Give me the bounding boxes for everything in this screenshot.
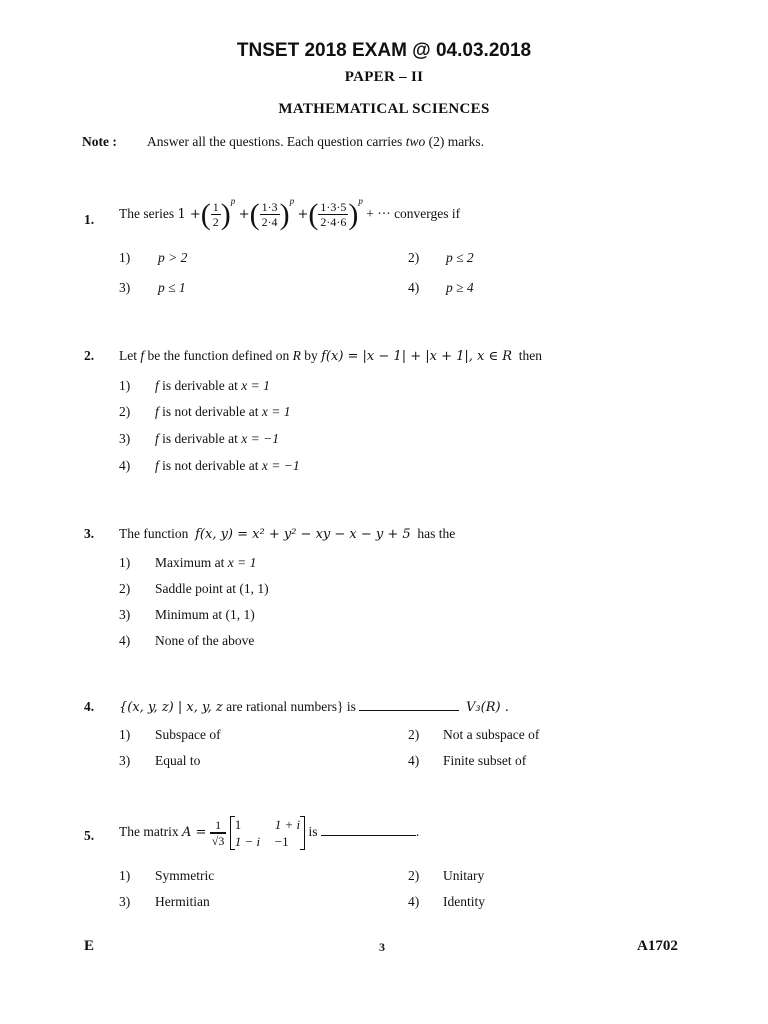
note-label: Note : [82,134,117,149]
q5-coef: $\frac{1}{√3}$ [211,818,225,848]
q1-plus-2: + [297,207,309,222]
q3-stem: The function f(x, y) = x² + y² − xy − x − y + 5 has the [119,526,456,542]
q4-number: 4. [84,699,95,714]
subject-title: MATHEMATICAL SCIENCES [278,101,490,117]
q4-opt4-num: 4) [408,753,420,768]
q1-power-2: p [289,196,295,206]
q3-number: 3. [84,526,95,541]
q1-opt2: p ≤ 2 [446,250,474,265]
q5-opt1-num: 1) [119,868,131,883]
q4-opt1-num: 1) [119,727,131,742]
q3-opt1-num: 1) [119,555,131,570]
q1-frac-2: $\frac{1\cdot 3}{2\cdot 4}$ [261,200,278,230]
q1-lead: The series [119,206,175,221]
q1-opt1-num: 1) [119,250,131,265]
q5-stem: The matrix A = $\frac{1}{√3}$ 1 1 + i 1 − i −1 is . [119,817,420,849]
q5-opt3: Hermitian [155,894,210,909]
q2-opt4-num: 4) [119,458,131,473]
q5-blank [321,826,416,836]
q1-frac-1: $\frac{1}{2}$ [212,200,219,230]
q4-opt3-num: 3) [119,753,131,768]
q1-plus-1: + [238,207,250,222]
q1-expr-start: 1 + [177,207,201,222]
q3-opt2: Saddle point at (1, 1) [155,581,269,596]
q1-number: 1. [84,212,95,227]
q1-opt1: p > 2 [158,250,188,265]
q2-opt3-num: 3) [119,431,131,446]
page-number: 3 [379,940,385,954]
q1-opt4: p ≥ 4 [446,280,474,295]
paper-label: PAPER – II [344,69,424,85]
q3-opt4-num: 4) [119,633,131,648]
q1-power-1: p [230,196,236,206]
q4-opt2-num: 2) [408,727,420,742]
q5-opt4: Identity [443,894,485,909]
q5-opt4-num: 4) [408,894,420,909]
q2-opt4: f is not derivable at x = −1 [155,458,300,473]
q1-power-3: p [358,196,363,206]
q1-frac-3: $\frac{1\cdot 3\cdot 5}{2\cdot 4\cdot 6}$ [320,200,347,230]
q5-opt3-num: 3) [119,894,131,909]
q1-stem: The series 1 +( $\frac{1}{2}$ )$^p$ +( $\frac{1\cdot 3}{2\cdot 4}$ )$^p$ +( $\frac{1\cdot 3\cdot 5}{2\cdot 4\cdot 6}$ )$^p$ + ··· converges if [119,196,461,231]
q1-opt3-num: 3) [119,280,131,295]
footer-left: E [84,938,95,954]
q2-opt3: f is derivable at x = −1 [155,431,279,446]
q3-opt1: Maximum at x = 1 [155,555,257,570]
q4-expr: {(x, y, z) | x, y, z [119,700,223,715]
q5-opt2-num: 2) [408,868,420,883]
paper-code: A1702 [637,938,678,954]
q3-opt4: None of the above [155,633,255,648]
q4-opt1: Subspace of [155,727,221,742]
note-text-after: (2) marks. [425,134,485,149]
q5-number: 5. [84,828,95,843]
q2-stem: Let f be the function defined on R by f(x) = |x − 1| + |x + 1|, x ∈ R then [119,348,543,364]
q4-blank [359,701,459,711]
q2-opt2: f is not derivable at x = 1 [155,404,291,419]
q5-A: A = [181,825,207,841]
q1-opt3: p ≤ 1 [158,280,186,295]
q5-matrix: 1 1 + i 1 − i −1 [230,816,305,850]
note-text [147,134,484,150]
q2-opt1: f is derivable at x = 1 [155,378,270,393]
q2-opt1-num: 1) [119,378,131,393]
q4-space: V₃(R) . [466,700,509,715]
q2-opt2-num: 2) [119,404,131,419]
q3-expr: f(x, y) = x² + y² − xy − x − y + 5 [195,527,411,542]
q4-opt2: Not a subspace of [443,727,540,742]
q1-tail: + ··· converges if [366,206,461,221]
q4-opt3: Equal to [155,753,201,768]
exam-title: TNSET 2018 EXAM @ 04.03.2018 [236,40,532,61]
q4-stem: {(x, y, z) | x, y, z are rational numbers} is V₃(R) . [119,699,509,715]
q2-number: 2. [84,348,95,363]
q3-opt2-num: 2) [119,581,131,596]
note-text-italic: two [405,134,426,149]
note-text-before: Answer all the questions. Each question carries [147,134,406,149]
q4-opt4: Finite subset of [443,753,527,768]
q3-opt3: Minimum at (1, 1) [155,607,255,622]
q3-opt3-num: 3) [119,607,131,622]
q1-opt4-num: 4) [408,280,420,295]
q5-opt2: Unitary [443,868,485,883]
q1-opt2-num: 2) [408,250,420,265]
q5-opt1: Symmetric [155,868,215,883]
q2-expr: f(x) = |x − 1| + |x + 1|, x ∈ R [321,349,513,364]
